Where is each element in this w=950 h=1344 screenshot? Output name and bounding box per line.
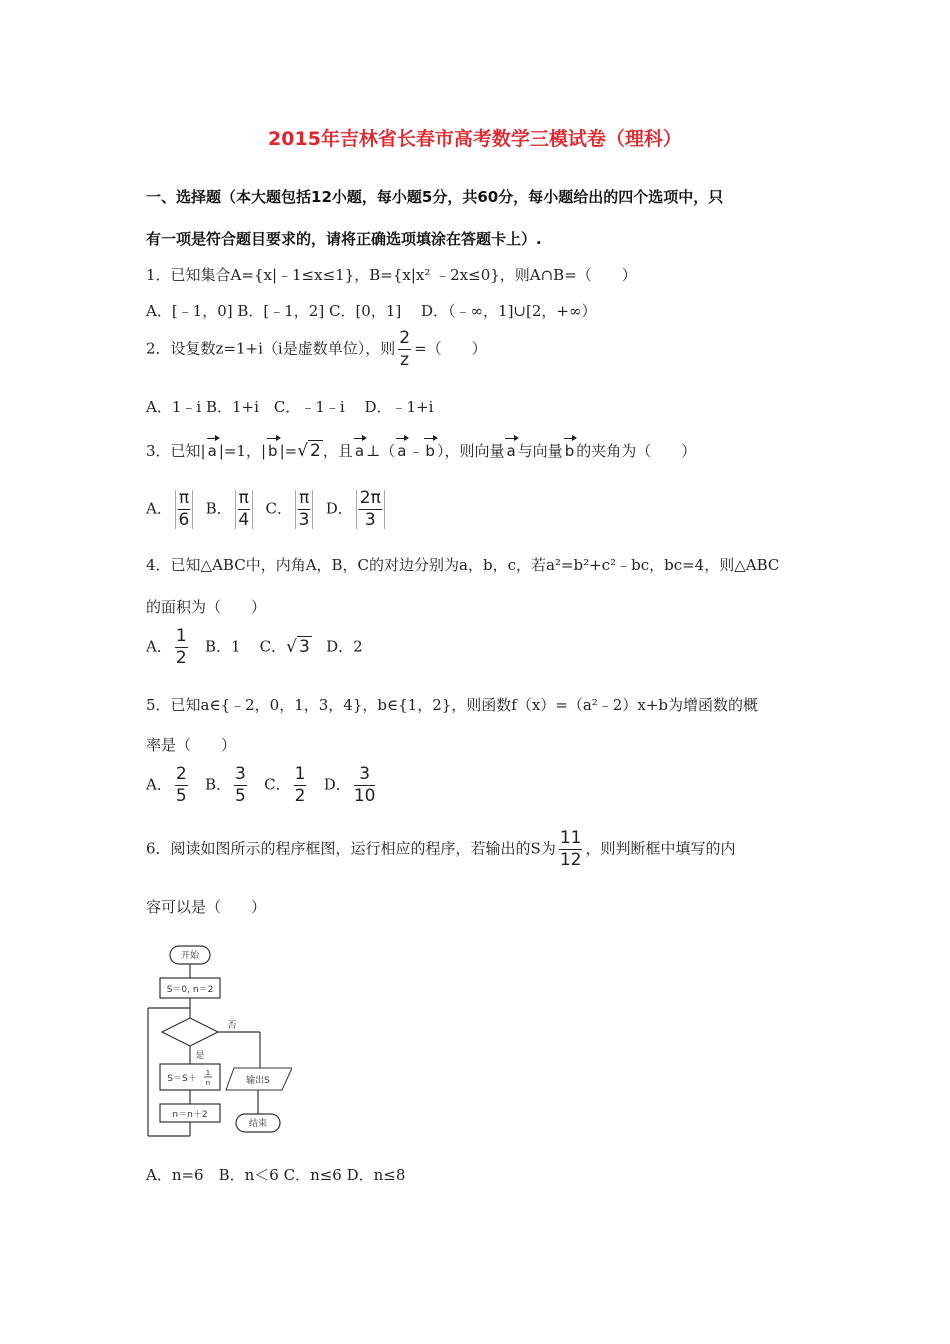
flowchart-update-s-label: S＝S＋	[167, 1074, 197, 1084]
flowchart-output-label: 输出S	[246, 1076, 270, 1086]
vector-a: a	[506, 442, 516, 460]
section-header-line2: 有一项是符合题目要求的，请将正确选项填涂在答题卡上）.	[146, 230, 542, 248]
page-title: 2015年吉林省长春市高考数学三模试卷（理科）	[268, 128, 682, 150]
vector-a: a	[354, 442, 365, 460]
q5-option-b-fraction: $\frac{3}{5}$	[235, 764, 246, 806]
q1-options: A．[﹣1，0] B．[﹣1，2] C．[0，1] D．（﹣∞，1]∪[2，+∞）	[146, 302, 597, 320]
q2-fraction: $\frac{2}{z}$	[399, 328, 411, 370]
sqrt-2: √ 2	[297, 441, 321, 461]
q6-options: A．n=6 B．n＜6 C．n≤6 D．n≤8	[146, 1166, 406, 1184]
vector-a: a	[207, 442, 217, 460]
flowchart-end-label: 结束	[248, 1119, 268, 1129]
q5-option-c-fraction: $\frac{1}{2}$	[294, 764, 306, 806]
q2-stem	[146, 330, 487, 369]
q4-line1: 4．已知△ABC中，内角A，B，C的对边分别为a，b，c，若a²=b²+c²﹣bc，bc=4，则△ABC	[146, 556, 780, 574]
q3-option-d-fraction: $\frac{2\pi}{3}$	[356, 490, 385, 529]
section-header-line1: 一、选择题（本大题包括12小题，每小题5分，共60分，每小题给出的四个选项中，只	[146, 188, 724, 206]
q3-option-c-fraction: $\frac{\pi}{3}$	[295, 490, 313, 529]
flowchart-update-n-label: n＝n＋2	[172, 1110, 208, 1120]
q6-line1: 6．阅读如图所示的程序框图，运行相应的程序，若输出的S为 $\frac{11}{12}$ ，则判断框中填写的内	[146, 828, 736, 870]
q4-line2: 的面积为（ ）	[146, 598, 267, 616]
q4-option-a-fraction: $\frac{1}{2}$	[175, 626, 187, 668]
flowchart-yes-label: 是	[195, 1051, 205, 1061]
vector-a: a	[397, 442, 407, 460]
vector-b: b	[564, 442, 575, 460]
sqrt-3: √ 3	[286, 636, 310, 657]
q4-options: A． $\frac{1}{2}$ B．1 C．√ 3 D．2	[146, 626, 363, 668]
q5-line2: 率是（ ）	[146, 736, 237, 754]
flowchart-init-label: S＝0, n＝2	[166, 985, 214, 995]
q1-stem: 1．已知集合A={x|﹣1≤x≤1}，B={x|x² ﹣2x≤0}，则A∩B=（ ）	[146, 266, 637, 284]
vector-b: b	[425, 442, 435, 460]
q2-options: A．1﹣i B．1+i C．﹣1﹣i D．﹣1+i	[146, 398, 434, 416]
q3-option-a-fraction: $\frac{\pi}{6}$	[175, 490, 193, 529]
q5-line1: 5．已知a∈{﹣2，0，1，3，4}，b∈{1，2}，则函数f（x）=（a²﹣2）x+b为增函数的概	[146, 696, 758, 714]
flowchart-no-label: 否	[227, 1021, 237, 1031]
flowchart-figure	[146, 938, 292, 1142]
q6-fraction: $\frac{11}{12}$	[559, 828, 582, 870]
q2-stem-a: 2．设复数z=1+i（i是虚数单位），则	[146, 339, 396, 358]
q6-line2: 容可以是（ ）	[146, 898, 267, 916]
vector-b: b	[268, 442, 278, 460]
flowchart-start-label: 开始	[180, 951, 200, 961]
q5-options: A． $\frac{2}{5}$ B． $\frac{3}{5}$ C． $\frac{1}{2}$ D． $\frac{3}{10}$	[146, 764, 376, 806]
q2-stem-b: =（ ）	[414, 339, 487, 358]
flowchart-update-s-den: n	[205, 1079, 211, 1087]
q5-option-d-fraction: $\frac{3}{10}$	[353, 764, 376, 806]
q3-options: A． $\frac{\pi}{6}$ B． $\frac{\pi}{4}$ C． $\frac{\pi}{3}$ D． $\frac{2\pi}{3}$	[146, 490, 388, 529]
q3-stem: 3．已知| a |=1，| b |=√ 2 ，且 a ⊥（ a ﹣ b ），则向量 a 与向量 b 的夹角为（ ）	[146, 441, 697, 461]
q3-option-b-fraction: $\frac{\pi}{4}$	[235, 490, 253, 529]
q5-option-a-fraction: $\frac{2}{5}$	[175, 764, 187, 806]
flowchart-update-s-num: 1	[205, 1069, 211, 1077]
